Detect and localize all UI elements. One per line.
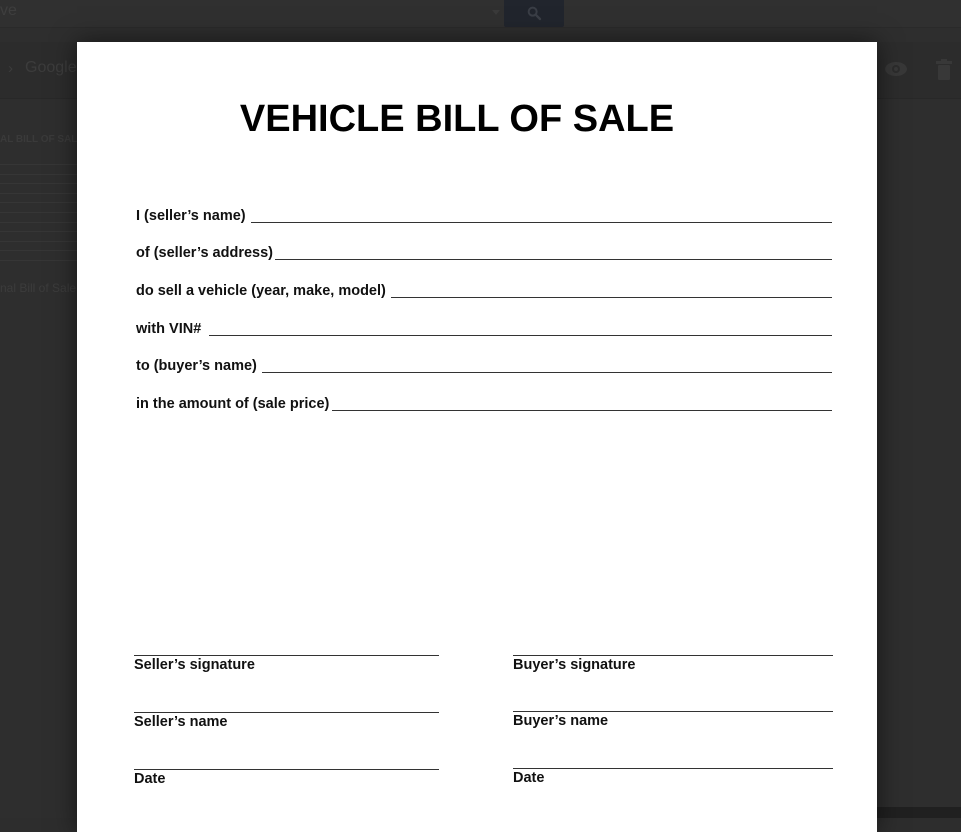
field-label: in the amount of (sale price) — [136, 396, 330, 412]
thumbnail-title: AL BILL OF SAL — [0, 134, 78, 145]
bottom-bar — [877, 807, 961, 818]
signature-label: Seller’s name — [134, 714, 228, 730]
signature-label: Date — [513, 770, 545, 786]
breadcrumb-item[interactable]: Google — [25, 59, 77, 76]
search-input[interactable]: ve — [0, 2, 17, 19]
signature-label: Buyer’s signature — [513, 657, 636, 673]
search-button[interactable] — [504, 0, 564, 27]
blank-line — [251, 222, 832, 223]
blank-line — [262, 372, 832, 373]
thumbnail-caption: nal Bill of Sale — [0, 281, 77, 295]
field-buyer-name — [136, 354, 832, 374]
field-label: with VIN# — [136, 321, 202, 337]
signature-line — [134, 712, 439, 713]
buyer-date-block — [513, 768, 823, 786]
field-seller-name — [136, 204, 832, 224]
trash-icon[interactable] — [935, 59, 953, 81]
field-vin — [136, 317, 832, 337]
signature-line — [134, 769, 439, 770]
signature-line — [134, 655, 439, 656]
search-icon — [526, 5, 542, 21]
field-vehicle — [136, 279, 832, 299]
blank-line — [209, 335, 832, 336]
buyer-name-block — [513, 711, 823, 729]
signature-line — [513, 768, 833, 769]
background-thumbnail[interactable] — [0, 130, 80, 270]
signature-line — [513, 655, 833, 656]
field-label: do sell a vehicle (year, make, model) — [136, 283, 386, 299]
dropdown-caret-icon[interactable] — [492, 10, 500, 15]
blank-line — [275, 259, 832, 260]
signature-label: Buyer’s name — [513, 713, 609, 729]
signature-label: Seller’s signature — [134, 657, 255, 673]
seller-name-block — [134, 712, 444, 730]
field-seller-address — [136, 241, 832, 261]
document-preview-modal — [77, 42, 877, 832]
signature-label: Date — [134, 771, 166, 787]
signature-line — [513, 711, 833, 712]
blank-line — [332, 410, 832, 411]
eye-icon[interactable] — [884, 60, 908, 78]
field-label: of (seller’s address) — [136, 245, 273, 261]
field-sale-price — [136, 392, 832, 412]
field-label: to (buyer’s name) — [136, 358, 257, 374]
blank-line — [391, 297, 832, 298]
seller-date-block — [134, 769, 444, 787]
buyer-signature-block — [513, 655, 823, 673]
chevron-right-icon: › — [8, 60, 13, 77]
document-title: VEHICLE BILL OF SALE — [239, 98, 675, 140]
seller-signature-block — [134, 655, 444, 673]
field-label: I (seller’s name) — [136, 208, 246, 224]
search-bar — [0, 0, 961, 28]
